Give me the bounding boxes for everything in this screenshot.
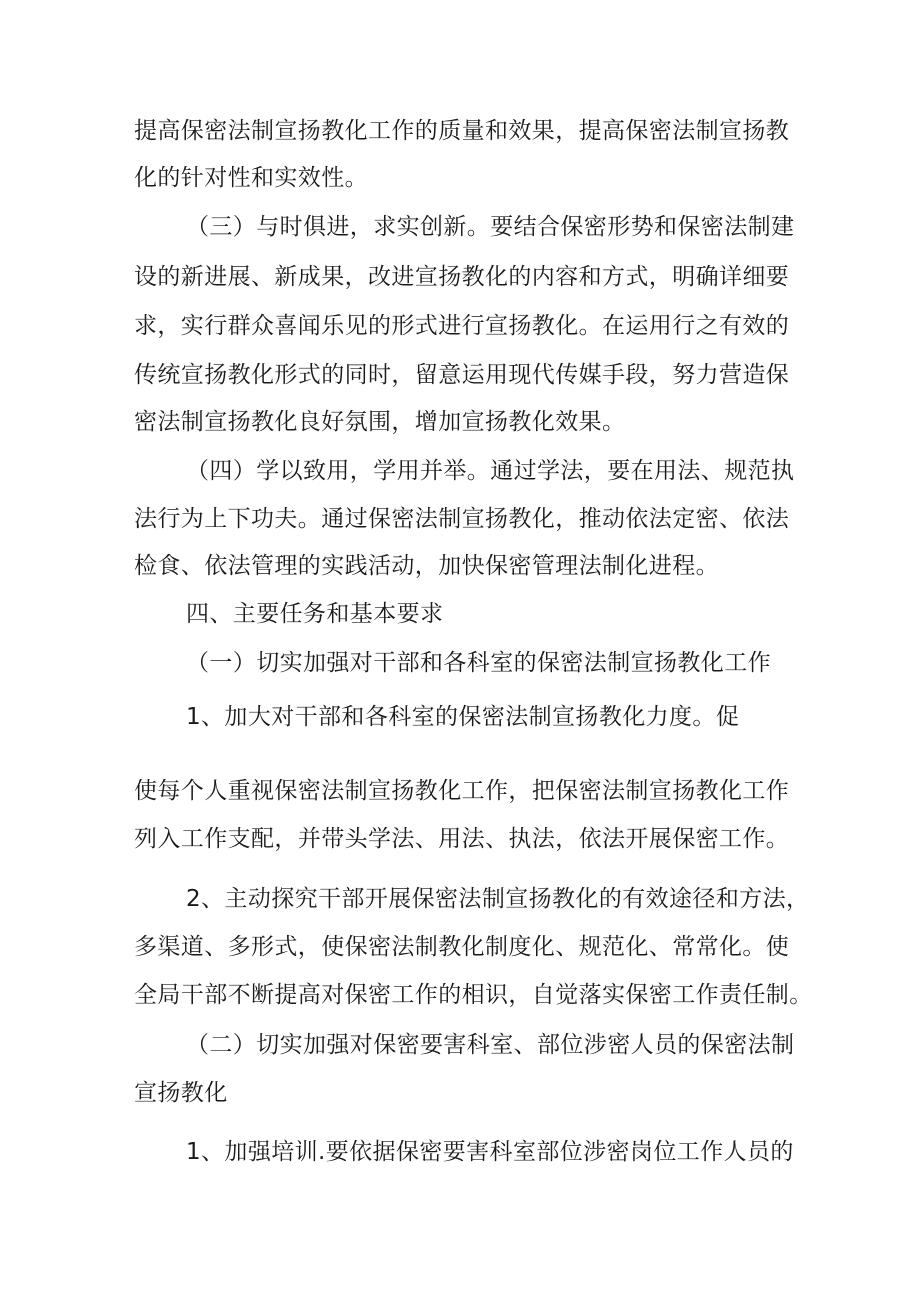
text-line: 检食、依法管理的实践活动，加快保密管理法制化进程。 [134,553,719,579]
text-line: 密法制宣扬教化良好氛围，增加宣扬教化效果。 [134,409,626,435]
text-line: （四）学以致用，学用并举。通过学法，要在用法、规范执 [186,458,795,484]
text-line: 全局干部不断提高对保密工作的相识，自觉落实保密工作责任制。 [134,982,813,1008]
text-line: 1、加大对干部和各科室的保密法制宣扬教化力度。促 [186,704,740,730]
text-line: 1、加强培训.要依据保密要害科室部位涉密岗位工作人员的 [186,1139,794,1165]
text-line: 提高保密法制宣扬教化工作的质量和效果，提高保密法制宣扬教 [134,118,790,144]
text-line: 法行为上下功夫。通过保密法制宣扬教化，推动依法定密、依法 [134,506,790,532]
text-line: 化的针对性和实效性。 [134,165,368,191]
text-line: 传统宣扬教化形式的同时，留意运用现代传媒手段，努力营造保 [134,362,790,388]
section-heading: 四、主要任务和基本要求 [186,601,444,627]
text-line: （三）与时俱进，求实创新。要结合保密形势和保密法制建 [186,214,795,240]
text-line: 使每个人重视保密法制宣扬教化工作，把保密法制宣扬教化工作 [134,778,790,804]
text-line: 列入工作支配，并带头学法、用法、执法，依法开展保密工作。 [134,826,790,852]
text-line: 多渠道、多形式，使保密法制教化制度化、规范化、常常化。使 [134,934,790,960]
text-line: 求，实行群众喜闻乐见的形式进行宣扬教化。在运用行之有效的 [134,313,790,339]
subsection-heading: （二）切实加强对保密要害科室、部位涉密人员的保密法制 [186,1032,795,1058]
text-line: 设的新进展、新成果，改进宣扬教化的内容和方式，明确详细要 [134,264,790,290]
subsection-heading: （一）切实加强对干部和各科室的保密法制宣扬教化工作 [186,650,771,676]
text-line: 2、主动探究干部开展保密法制宣扬教化的有效途径和方法， [186,886,810,912]
subsection-heading-continued: 宣扬教化 [134,1080,228,1106]
